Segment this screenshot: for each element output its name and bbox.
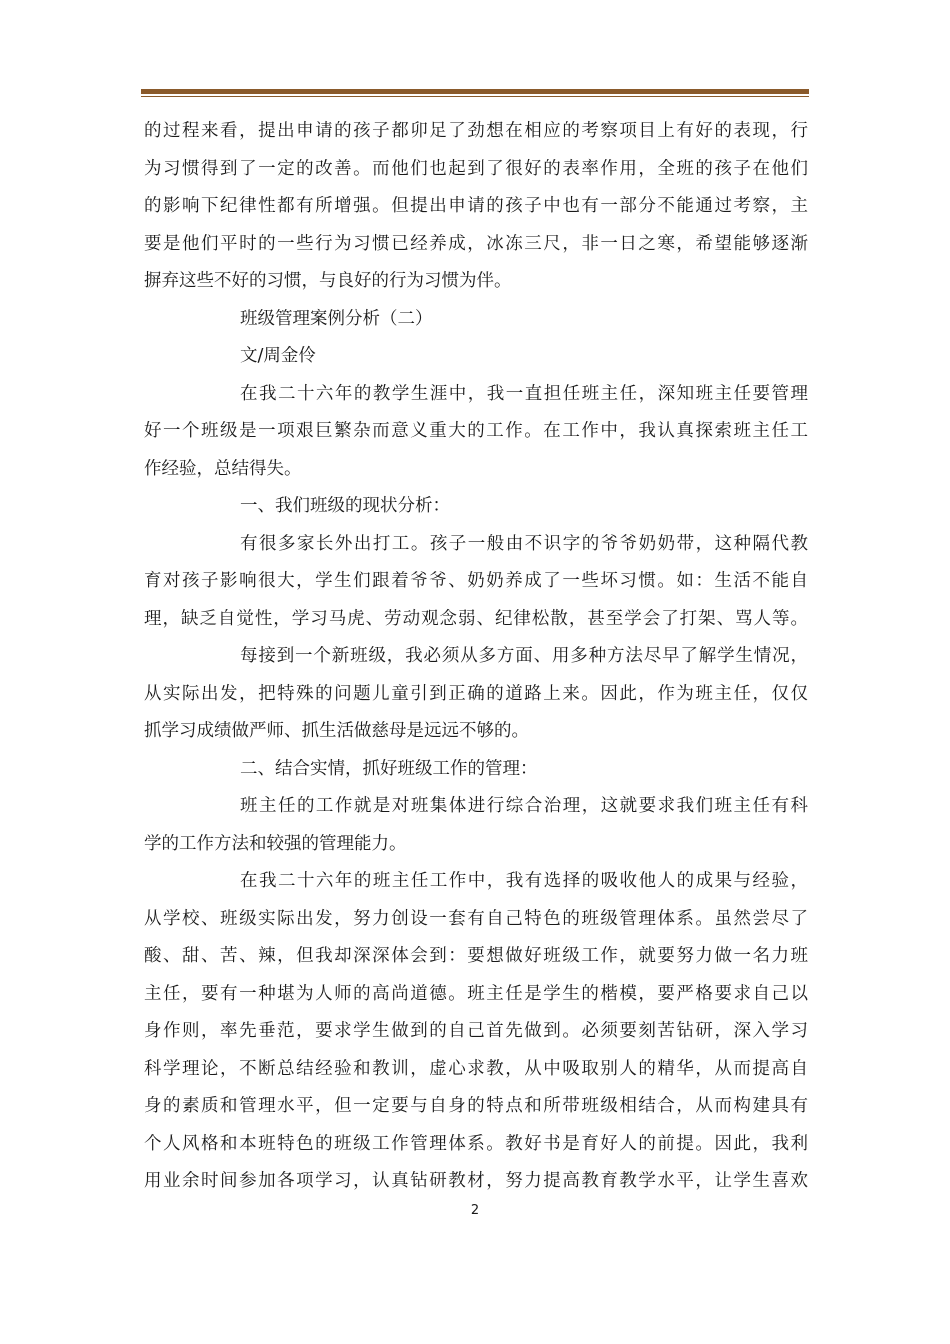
text-line: 身的素质和管理水平，但一定要与自身的特点和所带班级相结合，从而构建具有 <box>144 1096 808 1116</box>
text-line: 个人风格和本班特色的班级工作管理体系。教好书是育好人的前提。因此，我利 <box>144 1133 808 1154</box>
body-text <box>144 113 808 1201</box>
text-line: 育对孩子影响很大，学生们跟着爷爷、奶奶养成了一些坏习惯。如：生活不能自 <box>144 571 808 591</box>
text-line: 在我二十六年的班主任工作中，我有选择的吸收他人的成果与经验， <box>240 871 808 891</box>
text-line: 好一个班级是一项艰巨繁杂而意义重大的工作。在工作中，我认真探索班主任工 <box>144 421 808 441</box>
text-line: 身作则，率先垂范，要求学生做到的自己首先做到。必须要刻苦钻研，深入学习 <box>144 1021 808 1041</box>
header-rule-thick <box>141 89 809 94</box>
text-line: 学的工作方法和较强的管理能力。 <box>144 833 407 854</box>
text-line: 理，缺乏自觉性，学习马虎、劳动观念弱、纪律松散，甚至学会了打架、骂人等。 <box>144 608 808 629</box>
text-line: 从学校、班级实际出发，努力创设一套有自己特色的班级管理体系。虽然尝尽了 <box>144 908 808 929</box>
subheading: 二、结合实情，抓好班级工作的管理： <box>240 758 538 779</box>
text-line: 为习惯得到了一定的改善。而他们也起到了很好的表率作用，全班的孩子在他们 <box>144 158 808 179</box>
text-line: 抓学习成绩做严师、抓生活做慈母是远远不够的。 <box>144 721 529 741</box>
page-number: 2 <box>470 1203 480 1218</box>
header-rule-thin <box>141 96 809 97</box>
text-line: 作经验，总结得失。 <box>144 458 302 479</box>
text-line: 有很多家长外出打工。孩子一般由不识字的爷爷奶奶带，这种隔代教 <box>240 533 808 554</box>
text-line: 每接到一个新班级，我必须从多方面、用多种方法尽早了解学生情况， <box>240 646 808 666</box>
text-line: 主任，要有一种堪为人师的高尚道德。班主任是学生的楷模，要严格要求自己以 <box>144 983 808 1004</box>
text-line: 班主任的工作就是对班集体进行综合治理，这就要求我们班主任有科 <box>240 796 808 816</box>
text-line: 从实际出发，把特殊的问题儿童引到正确的道路上来。因此，作为班主任，仅仅 <box>144 683 808 704</box>
text-line: 酸、甜、苦、辣，但我却深深体会到：要想做好班级工作，就要努力做一名力班 <box>144 946 808 966</box>
text-line: 的过程来看，提出申请的孩子都卯足了劲想在相应的考察项目上有好的表现，行 <box>144 121 808 141</box>
author-line: 文/周金伶 <box>240 346 316 366</box>
text-line: 的影响下纪律性都有所增强。但提出申请的孩子中也有一部分不能通过考察，主 <box>144 196 808 216</box>
text-line: 摒弃这些不好的习惯，与良好的行为习惯为伴。 <box>144 271 512 291</box>
text-line: 科学理论，不断总结经验和教训，虚心求教，从中吸取别人的精华，从而提高自 <box>144 1058 808 1079</box>
text-line: 用业余时间参加各项学习，认真钻研教材，努力提高教育教学水平，让学生喜欢 <box>144 1171 808 1191</box>
text-line: 要是他们平时的一些行为习惯已经养成，冰冻三尺，非一日之寒，希望能够逐渐 <box>144 233 808 254</box>
section-title: 班级管理案例分析（二） <box>240 308 433 329</box>
text-line: 在我二十六年的教学生涯中，我一直担任班主任，深知班主任要管理 <box>240 383 808 404</box>
subheading: 一、我们班级的现状分析： <box>240 496 450 516</box>
